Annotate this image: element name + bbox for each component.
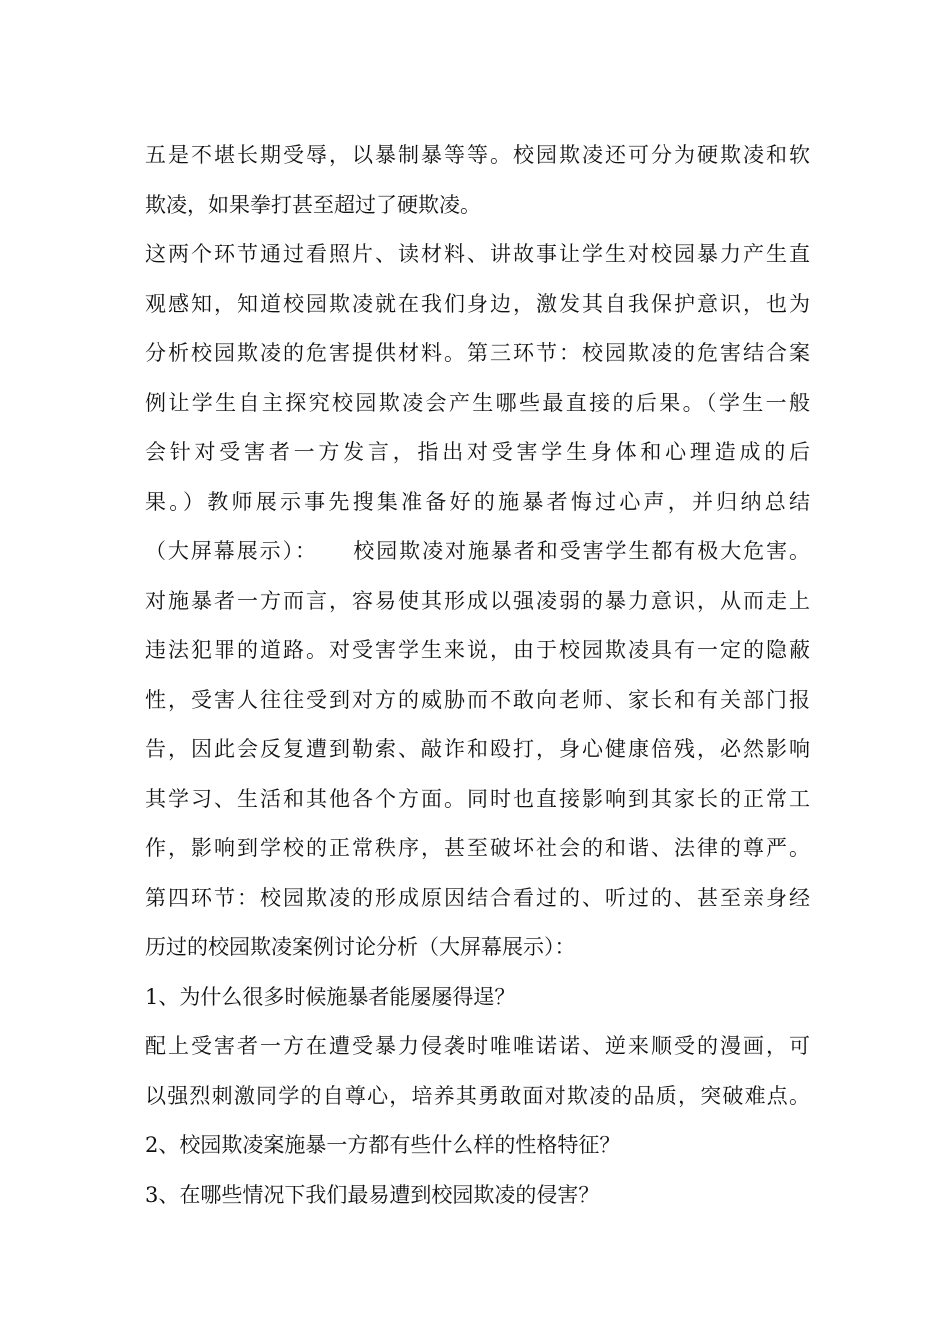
text-line: 欺凌，如果拳打甚至超过了硬欺凌。 [145, 192, 481, 217]
text-line: 第四环节：校园欺凌的形成原因结合看过的、听过的、甚至亲身经 [145, 885, 810, 910]
text-line: 会针对受害者一方发言，指出对受害学生身体和心理造成的后 [145, 440, 810, 464]
text-line: 以强烈刺激同学的自尊心，培养其勇敢面对欺凌的品质，突破难点。 [145, 1083, 810, 1108]
text-line: 果。）教师展示事先搜集准备好的施暴者悔过心声，并归纳总结 [145, 489, 810, 514]
text-line: 对施暴者一方而言，容易使其形成以强凌弱的暴力意识，从而走上 [145, 588, 810, 613]
text-line: 分析校园欺凌的危害提供材料。第三环节：校园欺凌的危害结合案 [145, 341, 810, 365]
text-line: 这两个环节通过看照片、读材料、讲故事让学生对校园暴力产生直 [145, 242, 810, 266]
text-line: 例让学生自主探究校园欺凌会产生哪些最直接的后果。（学生一般 [145, 390, 810, 415]
text-line: 其学习、生活和其他各个方面。同时也直接影响到其家长的正常工 [145, 786, 810, 811]
text-line: 3、在哪些情况下我们最易遭到校园欺凌的侵害？ [145, 1182, 600, 1207]
text-line: 1、为什么很多时候施暴者能屡屡得逞？ [145, 984, 516, 1009]
text-line: 五是不堪长期受辱，以暴制暴等等。校园欺凌还可分为硬欺凌和软 [145, 143, 810, 167]
text-line: 违法犯罪的道路。对受害学生来说，由于校园欺凌具有一定的隐蔽 [145, 638, 810, 662]
text-line: 性，受害人往往受到对方的威胁而不敢向老师、家长和有关部门报 [145, 687, 810, 712]
body-text [145, 131, 810, 1220]
text-line: 观感知，知道校园欺凌就在我们身边，激发其自我保护意识，也为 [145, 291, 810, 316]
text-line: （大屏幕展示）： 校园欺凌对施暴者和受害学生都有极大危害。 [145, 539, 810, 563]
text-line: 2、校园欺凌案施暴一方都有些什么样的性格特征？ [145, 1133, 621, 1157]
text-line: 历过的校园欺凌案例讨论分析（大屏幕展示）： [145, 935, 576, 959]
text-line: 告，因此会反复遭到勒索、敲诈和殴打，身心健康倍残，必然影响 [145, 737, 810, 761]
text-line: 配上受害者一方在遭受暴力侵袭时唯唯诺诺、逆来顺受的漫画，可 [145, 1034, 810, 1058]
text-line: 作，影响到学校的正常秩序，甚至破坏社会的和谐、法律的尊严。 [145, 836, 810, 860]
